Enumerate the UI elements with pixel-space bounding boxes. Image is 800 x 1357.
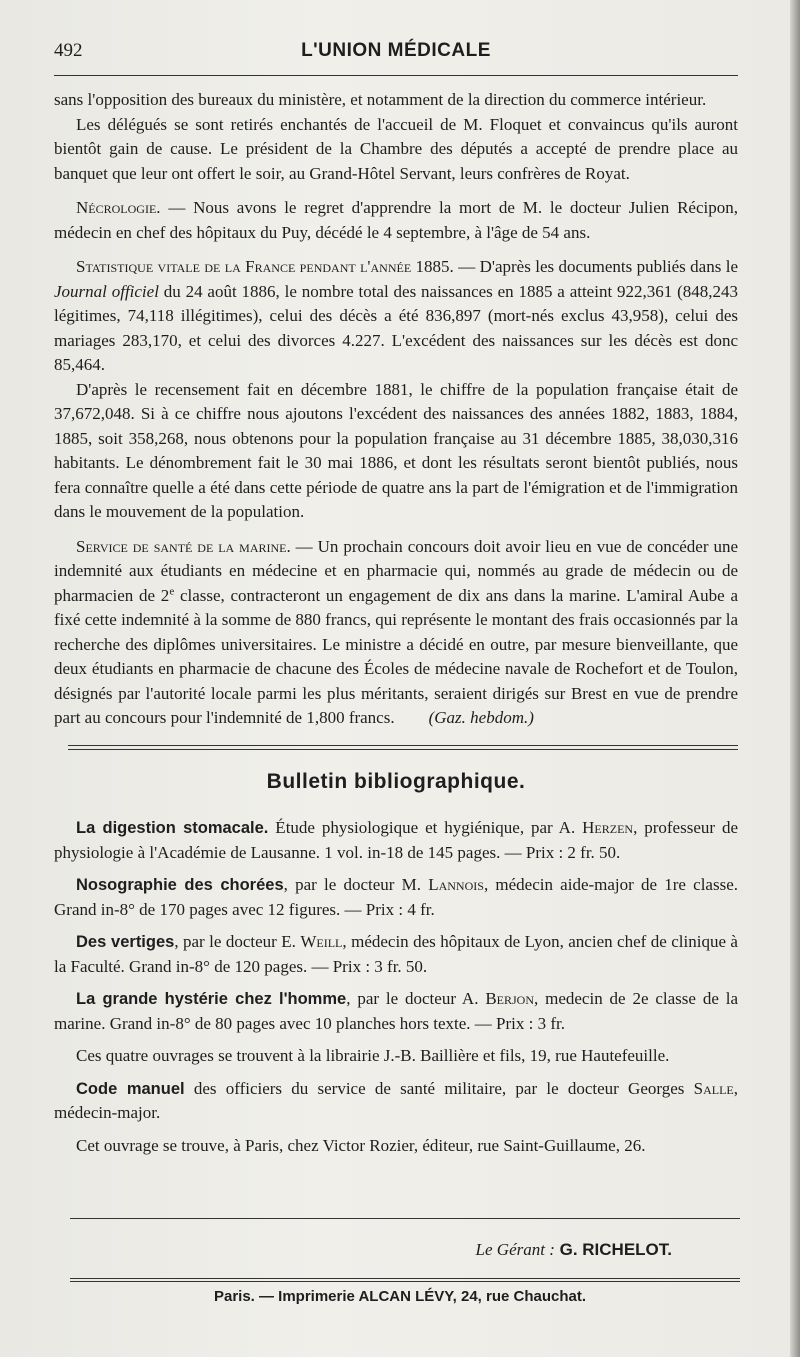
sante-marine-paragraph (54, 535, 738, 731)
paragraph: Les délégués se sont retirés enchantés de l'accueil de M. Floquet et convaincus qu'ils auront bientôt gain de cause. Le président de la Chambre des députés a accepté de prendre place au banquet que leur ont offert le soir, au Grand-Hôtel Servant, leurs confrères de Royat. (54, 114, 738, 183)
paragraph: sans l'opposition des bureaux du ministère, et notamment de la direction du commerce intérieur. (54, 90, 707, 109)
imprint-rule (70, 1278, 740, 1282)
section-head: Statistique vitale de la France pendant l'année 1885. (76, 257, 454, 276)
superscript: e (169, 584, 175, 597)
entry-text: , médecin des hôpitaux de Lyon, ancien chef de clinique à la Faculté. Grand in-8° de 120 pages. — Prix : 3 fr. 50. (54, 932, 738, 976)
gerant-signature (476, 1240, 672, 1260)
author-name: Lannois (428, 875, 484, 894)
entry-text: , medecin de 2e classe de la marine. Grand in-8° de 80 pages avec 10 planches hors texte. — Prix : 3 fr. (54, 989, 738, 1033)
book-title: Nosographie des chorées (76, 876, 284, 894)
bibliography-entry (54, 987, 738, 1036)
section-text: — Un prochain concours doit avoir lieu en vue de concéder une indemnité aux étudiants en médecine et en pharmacie qui, nommés au grade de médecin ou de pharmacien de 2 (54, 536, 739, 605)
section-text: classe, contracteront un engagement de dix ans dans la marine. L'amiral Aube a fixé cette indemnité à la somme de 880 francs, qui représente le montant des frais occasionnés par la recherche des diplômes universitaires. Le ministre a décidé en outre, par mesure bienveillante, que deux étudiants en pharmacie de chacune des Écoles de médecine navale de Rochefort et de Toulon, désignés par l'autorité locale parmi les plus méritants, seraient dirigés sur Brest en vue de prendre part au concours pour l'indemnité de 1,800 francs. (54, 585, 738, 727)
page-gutter-shadow (790, 0, 800, 1357)
entry-text: , par le docteur E. (174, 932, 301, 951)
necrologie-paragraph (54, 196, 738, 245)
author-name: Salle (693, 1078, 734, 1098)
author-name: Weill (300, 932, 343, 951)
journal-title: Journal officiel (54, 281, 159, 301)
entry-text: , professeur de physiologie à l'Académie de Lausanne. 1 vol. in-18 de 145 pages. — Prix : 2 fr. 50. (54, 818, 738, 862)
gerant-label: Le Gérant : (475, 1240, 555, 1259)
footer-rule (70, 1218, 740, 1219)
section-text: — D'après les documents publiés dans le (453, 257, 738, 276)
page-header (54, 40, 738, 70)
section-divider (68, 745, 738, 750)
author-name: Herzen (582, 818, 634, 837)
section-head: Service de santé de la marine. (76, 536, 291, 556)
bulletin-title: Bulletin bibliographique. (266, 769, 526, 793)
bibliography-entry (54, 816, 738, 865)
printer-imprint: Paris. — Imprimerie ALCAN LÉVY, 24, rue Chauchat. (213, 1288, 587, 1305)
author-name: Berjon (485, 989, 534, 1008)
entry-text: , par le docteur A. (346, 989, 486, 1008)
book-title: Des vertiges (76, 933, 175, 951)
bibliography-entry (54, 930, 738, 979)
article-body (54, 88, 738, 1166)
publisher-note: Cet ouvrage se trouve, à Paris, chez Victor Rozier, éditeur, rue Saint-Guillaume, 26. (76, 1135, 646, 1155)
book-title: La digestion stomacale. (76, 819, 269, 837)
bibliography-entry (54, 1077, 738, 1126)
bibliography-entry (54, 873, 738, 922)
entry-text: , par le docteur M. (283, 875, 429, 894)
book-title: La grande hystérie chez l'homme (76, 990, 347, 1008)
source-citation: (Gaz. hebdom.) (428, 708, 534, 727)
header-rule (54, 75, 738, 76)
entry-text: des officiers du service de santé militaire, par le docteur Georges (184, 1078, 694, 1098)
bookshop-note: Ces quatre ouvrages se trouvent à la librairie J.-B. Baillière et fils, 19, rue Hautefeuille. (76, 1046, 670, 1065)
page-number: 492 (54, 40, 83, 61)
entry-text: , médecin-major. (54, 1078, 738, 1122)
statistique-paragraph (54, 255, 738, 378)
section-head: Nécrologie. (76, 198, 161, 217)
section-text: du 24 août 1886, le nombre total des naissances en 1885 a atteint 922,361 (848,243 légitimes, 74,118 illégitimes), celui des décès a été 836,897 (mort-nés exclus 43,958), celui des mariages 283,170, et celui des divorces 4.227. L'excédent des naissances sur les décès est donc 85,464. (54, 281, 738, 374)
entry-text: , médecin aide-major de 1re classe. Grand in-8° de 170 pages avec 12 figures. — Prix : 4 fr. (54, 875, 738, 919)
running-title: L'UNION MÉDICALE (301, 40, 491, 61)
gerant-name: G. RICHELOT. (554, 1240, 672, 1259)
entry-text: Étude physiologique et hygiénique, par A. (268, 818, 583, 837)
paragraph: D'après le recensement fait en décembre 1881, le chiffre de la population française était de 37,672,048. Si à ce chiffre nous ajoutons l'excédent des naissances des années 1882, 1883, 1884, 1885, soit 358,268, nous obtenons pour la population française au 31 décembre 1885, 38,030,316 habitants. Le dénombrement fait le 30 mai 1886, et dont les résultats seront bientôt publiés, nous fera connaître quelle a été dans cette période de quatre ans la part de l'émigration et de l'immigration dans le mouvement de la population. (54, 379, 738, 521)
book-title: Code manuel (76, 1079, 185, 1098)
section-text: — Nous avons le regret d'apprendre la mort de M. le docteur Julien Récipon, médecin en chef des hôpitaux du Puy, décédé le 4 septembre, à l'âge de 54 ans. (54, 198, 738, 242)
